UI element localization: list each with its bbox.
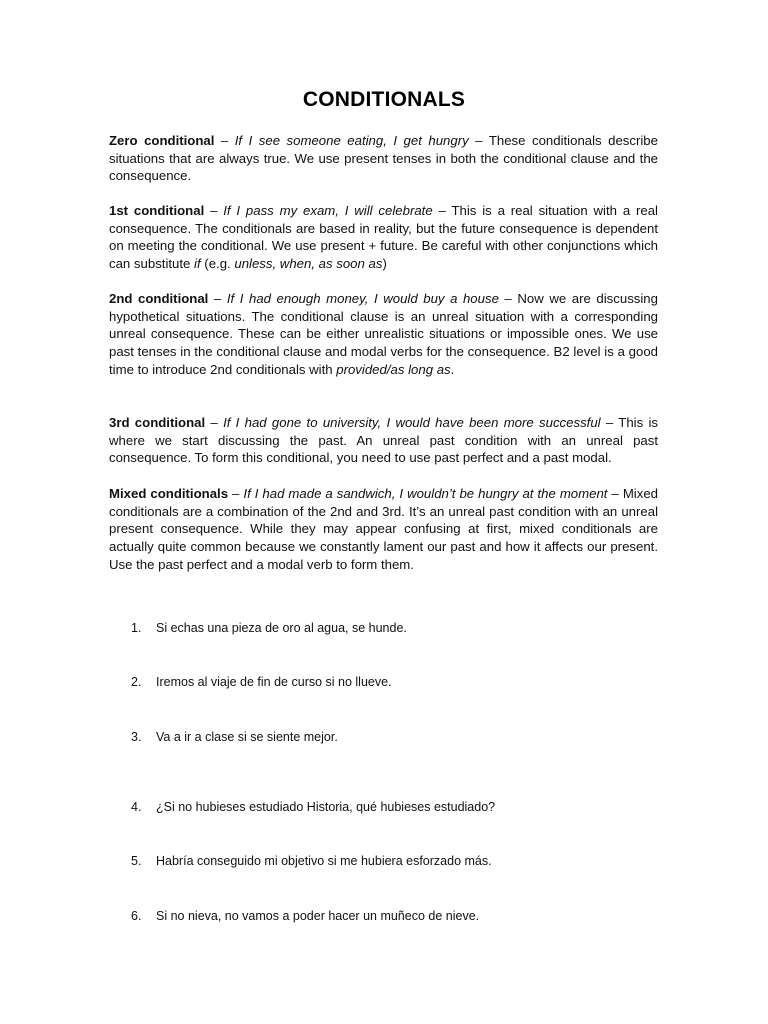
exercise-number: 1. [131, 621, 142, 635]
zero-conditional-text: These conditionals describe situations that are always true. We use present tenses in both the conditional clause and the consequence. [109, 133, 658, 184]
zero-conditional-label: Zero conditional [109, 133, 215, 148]
exercise-number: 6. [131, 909, 142, 923]
paragraph-mixed-conditionals [109, 485, 658, 574]
exercise-sentence: Va a ir a clase si se siente mejor. [156, 730, 338, 744]
dash: – [205, 415, 224, 430]
exercise-sentence: ¿Si no hubieses estudiado Historia, qué hubieses estudiado? [156, 800, 496, 814]
first-conditional-label: 1st conditional [109, 203, 205, 218]
dash: – [214, 133, 235, 148]
paragraph-third-conditional [109, 414, 658, 467]
exercise-number: 3. [131, 730, 142, 744]
first-conditional-example: If I pass my exam, I will celebrate [223, 203, 433, 218]
dash: – [204, 203, 224, 218]
exercise-number: 5. [131, 854, 142, 868]
dash: – [498, 291, 518, 306]
third-conditional-text: This is where we start discussing the past. An unreal past condition with an unreal past consequence. To form this conditional, you need to use past perfect and a past modal. [109, 415, 658, 466]
page-title: CONDITIONALS [302, 88, 466, 111]
exercise-number: 2. [131, 675, 142, 689]
mixed-conditionals-example: If I had made a sandwich, I wouldn’t be hungry at the moment [243, 486, 608, 501]
second-conditional-text: Now we are discussing hypothetical situations. The conditional clause is an unreal situation with a corresponding unreal consequence. These can be either unrealistic situations or impossible ones. We use past tenses in the conditional clause and modal verbs for the consequence. B2 level is a good time to introduce 2nd conditionals with [109, 291, 658, 377]
eg-close: ) [382, 256, 387, 272]
dash: – [432, 203, 452, 218]
period: . [450, 361, 455, 377]
second-conditional-example: If I had enough money, I would buy a house [226, 291, 499, 306]
paragraph-zero-conditional [109, 132, 658, 185]
paragraph-first-conditional [109, 202, 658, 273]
third-conditional-example: If I had gone to university, I would have been more successful [223, 415, 601, 430]
dash: – [607, 486, 623, 501]
paragraph-second-conditional [109, 290, 658, 379]
mixed-conditionals-text: Mixed conditionals are a combination of the 2nd and 3rd. It’s an unreal past condition with an unreal present consequence. While they may appear confusing at first, mixed conditionals are actually quite common because we constantly lament our past and how it affects our present. Use the past perfect and a modal verb to form them. [109, 486, 658, 572]
zero-conditional-example: If I see someone eating, I get hungry [234, 133, 469, 148]
mixed-conditionals-label: Mixed conditionals [109, 486, 229, 501]
dash: – [208, 291, 227, 306]
first-conditional-text: This is a real situation with a real consequence. The conditionals are based in reality, but the future consequence is dependent on meeting the conditional. We use present + future. Be careful with other conjunctions which can substitute [109, 203, 658, 272]
eg-open: (e.g. [200, 256, 235, 272]
exercise-sentence: Iremos al viaje de fin de curso si no llueve. [156, 675, 392, 689]
provided-as-long-as: provided/as long as [336, 361, 451, 377]
conjunction-examples: unless, when, as soon as [234, 256, 383, 272]
exercise-sentence: Si echas una pieza de oro al agua, se hunde. [156, 621, 407, 635]
if-word: if [194, 256, 201, 272]
exercise-sentence: Si no nieva, no vamos a poder hacer un muñeco de nieve. [156, 909, 480, 923]
second-conditional-label: 2nd conditional [109, 291, 209, 306]
dash: – [468, 133, 489, 148]
dash: – [600, 415, 619, 430]
exercise-number: 4. [131, 800, 142, 814]
dash: – [228, 486, 244, 501]
third-conditional-label: 3rd conditional [109, 415, 206, 430]
exercise-sentence: Habría conseguido mi objetivo si me hubiera esforzado más. [156, 854, 492, 868]
